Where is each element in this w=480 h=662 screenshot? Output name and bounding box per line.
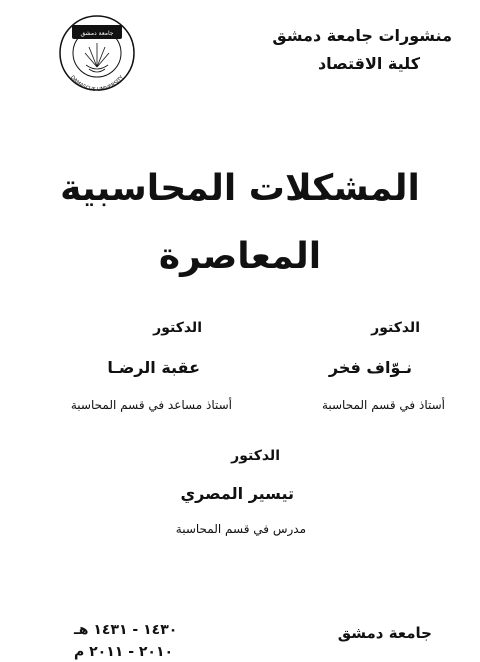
- author-3-name: تيسير المصري: [180, 484, 294, 503]
- footer-year-hijri: ١٤٣٠ - ١٤٣١ هـ: [74, 622, 178, 638]
- book-title-line-2: المعاصرة: [158, 236, 322, 277]
- author-3-role: الدكتور: [231, 448, 280, 464]
- author-2-role: الدكتور: [153, 320, 202, 336]
- book-title-line-1: المشكلات المحاسبية: [60, 168, 420, 209]
- university-logo-icon: [58, 13, 136, 93]
- logo-english-text: DAMASCUS UNIVERSITY: [68, 74, 126, 93]
- author-3-description: مدرس في قسم المحاسبة: [175, 522, 306, 536]
- author-1-role: الدكتور: [371, 320, 420, 336]
- author-1-description: أستاذ في قسم المحاسبة: [321, 398, 445, 412]
- author-1-name: نـوّاف فخر: [328, 358, 412, 377]
- author-2-description: أستاذ مساعد في قسم المحاسبة: [70, 398, 232, 412]
- publisher-line-1: منشورات جامعة دمشق: [272, 26, 452, 45]
- footer-university: جامعة دمشق: [337, 624, 432, 642]
- footer-year-gregorian: ٢٠١٠ - ٢٠١١ م: [74, 644, 174, 660]
- logo-arabic-text: جامعة دمشق: [80, 30, 114, 37]
- author-2-name: عقبة الرضـا: [107, 358, 200, 377]
- publisher-line-2: كلية الاقتصاد: [317, 54, 420, 73]
